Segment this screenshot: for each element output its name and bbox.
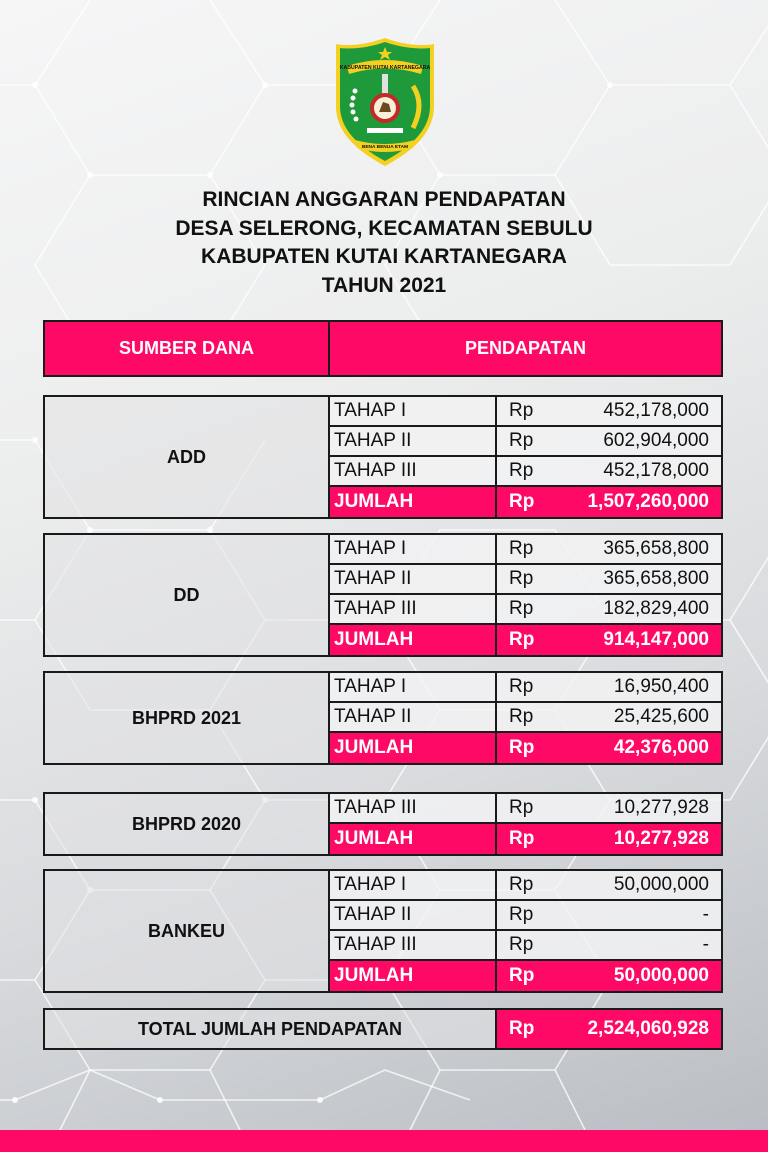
table-row bbox=[330, 703, 721, 733]
table-header bbox=[43, 320, 723, 377]
amount: 452,178,000 bbox=[603, 400, 709, 421]
table-row bbox=[330, 595, 721, 625]
subtotal-label: JUMLAH bbox=[330, 824, 497, 854]
stage-label: TAHAP II bbox=[330, 703, 497, 731]
subtotal-amount: 914,147,000 bbox=[603, 629, 709, 650]
grand-total-label: TOTAL JUMLAH PENDAPATAN bbox=[45, 1010, 497, 1048]
logo-bottom-text: BENA BENUA ETAM bbox=[361, 145, 409, 150]
subtotal-row bbox=[330, 733, 721, 763]
currency: Rp bbox=[509, 491, 535, 512]
subtotal-row bbox=[330, 487, 721, 517]
currency: Rp bbox=[509, 904, 534, 925]
stage-label: TAHAP II bbox=[330, 565, 497, 593]
currency: Rp bbox=[509, 706, 534, 727]
page-title bbox=[0, 186, 768, 300]
title-line-1: RINCIAN ANGGARAN PENDAPATAN bbox=[202, 188, 566, 211]
stage-label: TAHAP II bbox=[330, 901, 497, 929]
currency: Rp bbox=[509, 568, 534, 589]
stage-label: TAHAP I bbox=[330, 871, 497, 899]
source-block-add bbox=[43, 395, 723, 519]
source-name: DD bbox=[45, 535, 330, 655]
currency: Rp bbox=[509, 874, 534, 895]
table-row bbox=[330, 427, 721, 457]
table-row bbox=[330, 535, 721, 565]
amount: 50,000,000 bbox=[613, 874, 709, 895]
grand-total-amount: 2,524,060,928 bbox=[587, 1018, 709, 1039]
currency: Rp bbox=[509, 797, 534, 818]
currency: Rp bbox=[509, 1018, 535, 1039]
currency: Rp bbox=[509, 538, 534, 559]
table-row bbox=[330, 931, 721, 961]
currency: Rp bbox=[509, 934, 534, 955]
table-row bbox=[330, 457, 721, 487]
source-block-bankeu bbox=[43, 869, 723, 993]
subtotal-amount: 50,000,000 bbox=[613, 965, 709, 986]
subtotal-row bbox=[330, 961, 721, 991]
source-block-bhprd-2021 bbox=[43, 671, 723, 765]
currency: Rp bbox=[509, 828, 535, 849]
header-source-of-funds: SUMBER DANA bbox=[45, 322, 330, 375]
table-row bbox=[330, 673, 721, 703]
amount: 602,904,000 bbox=[603, 430, 709, 451]
stage-label: TAHAP II bbox=[330, 427, 497, 455]
table-row bbox=[330, 901, 721, 931]
stage-label: TAHAP III bbox=[330, 794, 497, 822]
amount: - bbox=[702, 934, 709, 955]
source-block-dd bbox=[43, 533, 723, 657]
title-line-4: TAHUN 2021 bbox=[321, 273, 447, 297]
table-row bbox=[330, 565, 721, 595]
subtotal-label: JUMLAH bbox=[330, 961, 497, 991]
stage-label: TAHAP I bbox=[330, 397, 497, 425]
stage-label: TAHAP III bbox=[330, 931, 497, 959]
source-block-bhprd-2020 bbox=[43, 792, 723, 856]
logo-top-text: KABUPATEN KUTAI KARTANEGARA bbox=[339, 65, 431, 71]
amount: 182,829,400 bbox=[603, 598, 709, 619]
table-row bbox=[330, 397, 721, 427]
amount: 25,425,600 bbox=[613, 706, 709, 727]
stage-label: TAHAP III bbox=[330, 595, 497, 623]
source-name: BHPRD 2021 bbox=[45, 673, 330, 763]
stage-label: TAHAP I bbox=[330, 673, 497, 701]
amount: 365,658,800 bbox=[603, 568, 709, 589]
subtotal-label: JUMLAH bbox=[330, 733, 497, 763]
amount: 452,178,000 bbox=[603, 460, 709, 481]
subtotal-row bbox=[330, 824, 721, 854]
currency: Rp bbox=[509, 460, 534, 481]
subtotal-label: JUMLAH bbox=[330, 625, 497, 655]
currency: Rp bbox=[509, 400, 534, 421]
stage-label: TAHAP I bbox=[330, 535, 497, 563]
source-name: BHPRD 2020 bbox=[45, 794, 330, 854]
kutai-kartanegara-logo bbox=[333, 36, 437, 168]
stage-label: TAHAP III bbox=[330, 457, 497, 485]
title-line-2: DESA SELERONG, KECAMATAN SEBULU bbox=[175, 216, 593, 240]
currency: Rp bbox=[509, 598, 534, 619]
amount: 16,950,400 bbox=[613, 676, 709, 697]
table-row bbox=[330, 871, 721, 901]
bottom-accent-bar bbox=[0, 1130, 768, 1152]
amount: 10,277,928 bbox=[613, 797, 709, 818]
amount: - bbox=[702, 904, 709, 925]
amount: 365,658,800 bbox=[603, 538, 709, 559]
currency: Rp bbox=[509, 430, 534, 451]
currency: Rp bbox=[509, 965, 535, 986]
title-line-3: KABUPATEN KUTAI KARTANEGARA bbox=[201, 245, 567, 268]
subtotal-row bbox=[330, 625, 721, 655]
subtotal-amount: 1,507,260,000 bbox=[587, 491, 709, 512]
currency: Rp bbox=[509, 737, 535, 758]
grand-total-row bbox=[43, 1008, 723, 1050]
header-income: PENDAPATAN bbox=[465, 338, 586, 358]
source-name: BANKEU bbox=[45, 871, 330, 991]
currency: Rp bbox=[509, 676, 534, 697]
source-name: ADD bbox=[45, 397, 330, 517]
table-row bbox=[330, 794, 721, 824]
currency: Rp bbox=[509, 629, 535, 650]
subtotal-label: JUMLAH bbox=[330, 487, 497, 517]
subtotal-amount: 42,376,000 bbox=[613, 737, 709, 758]
subtotal-amount: 10,277,928 bbox=[613, 828, 709, 849]
